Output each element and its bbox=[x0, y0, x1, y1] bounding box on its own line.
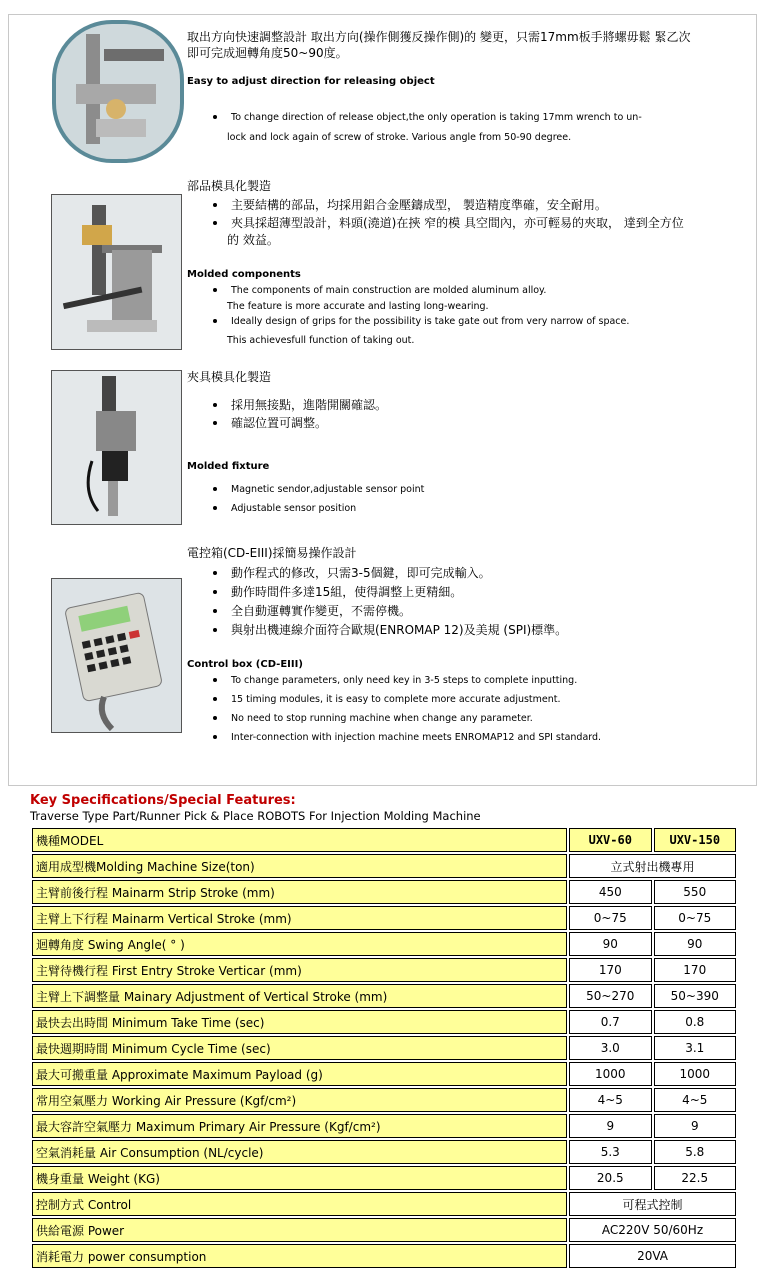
bullet-icon bbox=[213, 288, 217, 292]
spec-label: 控制方式 Control bbox=[32, 1192, 567, 1216]
spec-value: 0~75 bbox=[569, 906, 651, 930]
table-header-row bbox=[32, 828, 736, 852]
table-row bbox=[32, 1114, 736, 1138]
spec-value: 3.1 bbox=[654, 1036, 736, 1060]
bullet-icon bbox=[213, 403, 217, 407]
spec-value: 50~270 bbox=[569, 984, 651, 1008]
spec-value: 9 bbox=[654, 1114, 736, 1138]
bullet-icon bbox=[213, 203, 217, 207]
table-row bbox=[32, 1166, 736, 1190]
spec-label: 主臂待機行程 First Entry Stroke Verticar (mm) bbox=[32, 958, 567, 982]
section4-zh-title: 電控箱(CD-EIII)採簡易操作設計 bbox=[187, 546, 357, 560]
table-row bbox=[32, 1140, 736, 1164]
spec-label: 常用空氣壓力 Working Air Pressure (Kgf/cm²) bbox=[32, 1088, 567, 1112]
bullet-icon bbox=[213, 319, 217, 323]
spec-label: 迴轉角度 Swing Angle( ° ) bbox=[32, 932, 567, 956]
specs-table bbox=[30, 826, 738, 1270]
spec-label: 最大可搬重量 Approximate Maximum Payload (g) bbox=[32, 1062, 567, 1086]
spec-value: 90 bbox=[569, 932, 651, 956]
bullet-icon bbox=[213, 115, 217, 119]
robot-head-illustration bbox=[56, 24, 180, 159]
spec-label: 消耗電力 power consumption bbox=[32, 1244, 567, 1268]
bullet-icon bbox=[213, 590, 217, 594]
spec-label: 供給電源 Power bbox=[32, 1218, 567, 1242]
spec-value: 0~75 bbox=[654, 906, 736, 930]
spec-value: 550 bbox=[654, 880, 736, 904]
spec-label: 主臂上下行程 Mainarm Vertical Stroke (mm) bbox=[32, 906, 567, 930]
list-item-cont: This achievesfull function of taking out. bbox=[227, 335, 415, 346]
spec-label: 主臂前後行程 Mainarm Strip Stroke (mm) bbox=[32, 880, 567, 904]
table-row bbox=[32, 880, 736, 904]
model-uxv-60: UXV-60 bbox=[569, 828, 651, 852]
spec-label: 機身重量 Weight (KG) bbox=[32, 1166, 567, 1190]
spec-value: 9 bbox=[569, 1114, 651, 1138]
bullet-icon bbox=[213, 678, 217, 682]
table-row bbox=[32, 958, 736, 982]
bullet-icon bbox=[213, 421, 217, 425]
bullet-icon bbox=[213, 221, 217, 225]
direction-adjust-photo bbox=[52, 20, 184, 163]
spec-value: 22.5 bbox=[654, 1166, 736, 1190]
list-item-cont: 的 效益。 bbox=[227, 233, 279, 247]
section3-zh-title: 夾具模具化製造 bbox=[187, 370, 272, 384]
table-row bbox=[32, 906, 736, 930]
spec-value: 立式射出機專用 bbox=[569, 854, 736, 878]
bullet-icon bbox=[213, 735, 217, 739]
table-row bbox=[32, 1218, 736, 1242]
spec-value: 20VA bbox=[569, 1244, 736, 1268]
spec-label: 最大容許空氣壓力 Maximum Primary Air Pressure (Kgf/cm²) bbox=[32, 1114, 567, 1138]
table-row bbox=[32, 1244, 736, 1268]
spec-label: 主臂上下調整量 Mainary Adjustment of Vertical Stroke (mm) bbox=[32, 984, 567, 1008]
table-row bbox=[32, 1192, 736, 1216]
spec-value: AC220V 50/60Hz bbox=[569, 1218, 736, 1242]
bullet-icon bbox=[213, 487, 217, 491]
bullet-icon bbox=[213, 571, 217, 575]
section1-en-title: Easy to adjust direction for releasing object bbox=[187, 76, 435, 87]
spec-label: 空氣消耗量 Air Consumption (NL/cycle) bbox=[32, 1140, 567, 1164]
spec-value: 0.8 bbox=[654, 1010, 736, 1034]
section1-zh-title-cont: 即可完成迴轉角度50~90度。 bbox=[187, 46, 348, 60]
bullet-icon bbox=[213, 609, 217, 613]
table-row bbox=[32, 854, 736, 878]
spec-value: 20.5 bbox=[569, 1166, 651, 1190]
spec-value: 可程式控制 bbox=[569, 1192, 736, 1216]
section2-zh-title: 部品模具化製造 bbox=[187, 179, 272, 193]
specs-title: Key Specifications/Special Features: bbox=[30, 793, 296, 808]
model-uxv-150: UXV-150 bbox=[654, 828, 736, 852]
spec-value: 5.8 bbox=[654, 1140, 736, 1164]
bullet-icon bbox=[213, 506, 217, 510]
spec-value: 5.3 bbox=[569, 1140, 651, 1164]
molded-fixture-photo bbox=[51, 370, 182, 525]
section4-en-title: Control box (CD-EIII) bbox=[187, 659, 303, 670]
molded-components-photo bbox=[51, 194, 182, 350]
control-box-illustration bbox=[52, 579, 181, 732]
bullet-icon bbox=[213, 716, 217, 720]
spec-value: 450 bbox=[569, 880, 651, 904]
table-row bbox=[32, 1088, 736, 1112]
robot-arm-illustration bbox=[52, 195, 181, 349]
spec-label: 適用成型機Molding Machine Size(ton) bbox=[32, 854, 567, 878]
table-row bbox=[32, 1036, 736, 1060]
model-label: 機種MODEL bbox=[32, 828, 567, 852]
section3-en-title: Molded fixture bbox=[187, 461, 270, 472]
spec-value: 1000 bbox=[569, 1062, 651, 1086]
bullet-icon bbox=[213, 628, 217, 632]
spec-label: 最快去出時間 Minimum Take Time (sec) bbox=[32, 1010, 567, 1034]
spec-label: 最快週期時間 Minimum Cycle Time (sec) bbox=[32, 1036, 567, 1060]
spec-value: 170 bbox=[569, 958, 651, 982]
table-row bbox=[32, 984, 736, 1008]
control-box-photo bbox=[51, 578, 182, 733]
list-item-cont: The feature is more accurate and lasting long-wearing. bbox=[227, 301, 489, 312]
spec-value: 170 bbox=[654, 958, 736, 982]
spec-value: 90 bbox=[654, 932, 736, 956]
specs-subtitle: Traverse Type Part/Runner Pick & Place ROBOTS For Injection Molding Machine bbox=[30, 809, 481, 823]
bullet-icon bbox=[213, 697, 217, 701]
spec-value: 1000 bbox=[654, 1062, 736, 1086]
spec-value: 4~5 bbox=[654, 1088, 736, 1112]
table-row bbox=[32, 932, 736, 956]
spec-value: 4~5 bbox=[569, 1088, 651, 1112]
spec-value: 3.0 bbox=[569, 1036, 651, 1060]
spec-value: 0.7 bbox=[569, 1010, 651, 1034]
fixture-illustration bbox=[52, 371, 181, 524]
section2-en-title: Molded components bbox=[187, 269, 301, 280]
spec-value: 50~390 bbox=[654, 984, 736, 1008]
list-item-cont: lock and lock again of screw of stroke. Various angle from 50-90 degree. bbox=[227, 132, 572, 143]
section1-zh-title: 取出方向快速調整設計 取出方向(操作側獲反操作側)的 變更，只需17mm板手將螺毋鬆 緊乙次 bbox=[187, 30, 691, 44]
table-row bbox=[32, 1010, 736, 1034]
table-row bbox=[32, 1062, 736, 1086]
